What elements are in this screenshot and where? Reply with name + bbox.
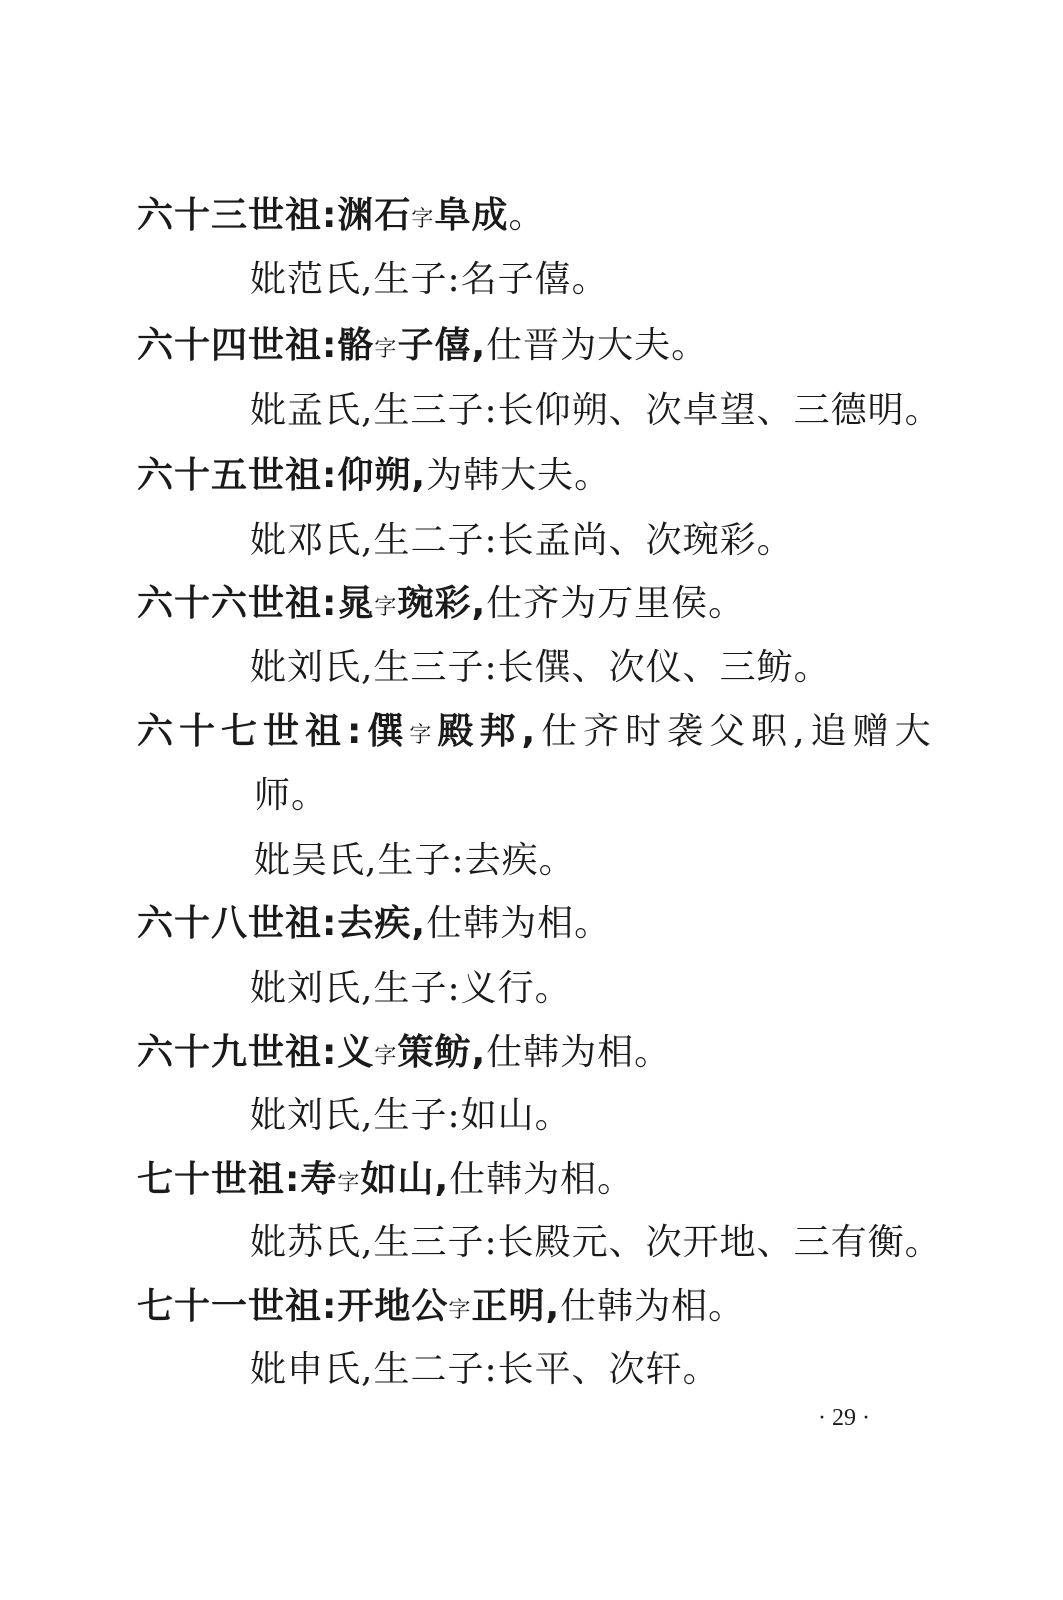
ancestor-name: 义 bbox=[337, 1032, 375, 1073]
ancestor-description: 仕韩为相。 bbox=[449, 1159, 635, 1200]
generation-label: 七十一世祖: bbox=[137, 1286, 338, 1327]
ancestor-description: 仕齐为万里侯。 bbox=[486, 583, 746, 624]
courtesy-name-marker: 字 bbox=[374, 1044, 398, 1069]
generation-line-67 bbox=[137, 710, 937, 758]
generation-label: 六十四世祖: bbox=[137, 325, 338, 366]
ancestor-name: 僎 bbox=[367, 711, 410, 752]
courtesy-name-marker: 字 bbox=[409, 723, 438, 748]
ancestor-description: 为韩大夫。 bbox=[426, 455, 612, 496]
ancestor-name: 晁 bbox=[337, 583, 375, 624]
courtesy-name: 阜成 bbox=[434, 195, 509, 236]
generation-label: 六十八世祖: bbox=[137, 903, 338, 944]
page-number: · 29 · bbox=[818, 1405, 870, 1431]
generation-line-63 bbox=[137, 194, 545, 242]
generation-line-68 bbox=[137, 902, 611, 950]
courtesy-name: 琬彩 bbox=[397, 583, 472, 624]
courtesy-name: 子僖 bbox=[397, 325, 472, 366]
courtesy-name-marker: 字 bbox=[448, 1298, 472, 1323]
courtesy-name-marker: 字 bbox=[374, 595, 398, 620]
ancestor-description: 仕韩为相。 bbox=[560, 1286, 746, 1327]
generation-label: 六十三世祖: bbox=[137, 195, 338, 236]
courtesy-name: 如山 bbox=[360, 1159, 435, 1200]
wife-line-69: 妣刘氏,生子:如山。 bbox=[250, 1095, 572, 1136]
wife-line-65: 妣邓氏,生二子:长孟尚、次琬彩。 bbox=[250, 520, 794, 561]
description-continuation-67: 师。 bbox=[254, 775, 329, 816]
wife-line-63: 妣范氏,生子:名子僖。 bbox=[250, 259, 609, 300]
ancestor-description: 仕韩为相。 bbox=[486, 1032, 672, 1073]
ancestor-name: 寿 bbox=[300, 1159, 338, 1200]
generation-label: 七十世祖: bbox=[137, 1159, 301, 1200]
generation-line-65 bbox=[137, 454, 611, 502]
courtesy-name: 正明 bbox=[471, 1286, 546, 1327]
punctuation: , bbox=[521, 711, 542, 752]
ancestor-description: 仕晋为大夫。 bbox=[486, 325, 709, 366]
ancestor-name: 开地公 bbox=[337, 1286, 449, 1327]
generation-line-70 bbox=[137, 1158, 634, 1206]
wife-line-70: 妣苏氏,生三子:长殿元、次开地、三有衡。 bbox=[250, 1222, 942, 1263]
ancestor-name: 去疾 bbox=[337, 903, 412, 944]
punctuation: , bbox=[545, 1286, 561, 1327]
punctuation: , bbox=[471, 583, 487, 624]
courtesy-name: 殿邦 bbox=[437, 711, 522, 752]
punctuation: , bbox=[411, 455, 427, 496]
courtesy-name-marker: 字 bbox=[374, 337, 398, 362]
generation-line-71 bbox=[137, 1285, 745, 1333]
generation-line-66 bbox=[137, 582, 745, 630]
generation-line-69 bbox=[137, 1031, 671, 1079]
punctuation: , bbox=[434, 1159, 450, 1200]
punctuation: , bbox=[411, 903, 427, 944]
courtesy-name-marker: 字 bbox=[411, 207, 435, 232]
punctuation: , bbox=[471, 1032, 487, 1073]
wife-line-71: 妣申氏,生二子:长平、次轩。 bbox=[250, 1349, 720, 1390]
wife-line-64: 妣孟氏,生三子:长仰朔、次卓望、三德明。 bbox=[250, 390, 942, 431]
ancestor-description: 仕齐时袭父职,追赠大 bbox=[541, 711, 937, 752]
punctuation: 。 bbox=[508, 195, 546, 236]
wife-line-67: 妣吴氏,生子:去疾。 bbox=[254, 840, 576, 881]
ancestor-name: 渊石 bbox=[337, 195, 412, 236]
generation-line-64 bbox=[137, 324, 708, 372]
wife-line-68: 妣刘氏,生子:义行。 bbox=[250, 968, 572, 1009]
ancestor-name: 骼 bbox=[337, 325, 375, 366]
punctuation: , bbox=[471, 325, 487, 366]
courtesy-name: 策鲂 bbox=[397, 1032, 472, 1073]
generation-label: 六十七世祖: bbox=[137, 711, 368, 752]
ancestor-description: 仕韩为相。 bbox=[426, 903, 612, 944]
ancestor-name: 仰朔 bbox=[337, 455, 412, 496]
generation-label: 六十九世祖: bbox=[137, 1032, 338, 1073]
courtesy-name-marker: 字 bbox=[337, 1171, 361, 1196]
wife-line-66: 妣刘氏,生三子:长僎、次仪、三鲂。 bbox=[250, 647, 831, 688]
generation-label: 六十五世祖: bbox=[137, 455, 338, 496]
generation-label: 六十六世祖: bbox=[137, 583, 338, 624]
